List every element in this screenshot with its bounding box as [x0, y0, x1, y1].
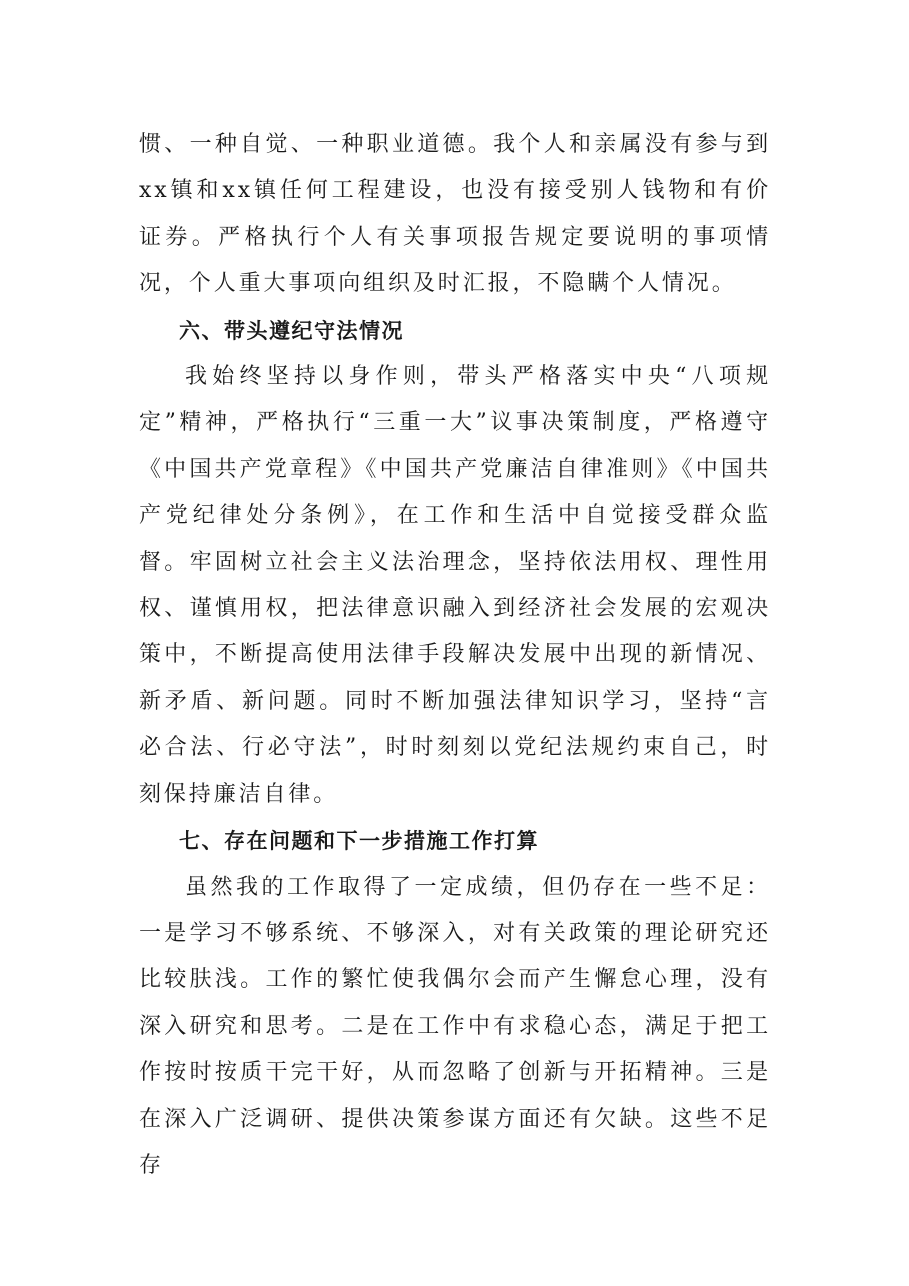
paragraph-problems-and-plans: 虽然我的工作取得了一定成绩，但仍存在一些不足：一是学习不够系统、不够深入，对有关政策的理论研究还比较肤浅。工作的繁忙使我偶尔会而产生懈怠心理，没有深入研究和思考。二是在工作中有求稳心态，满足于把工作按时按质干完干好，从而忽略了创新与开拓精神。三是在深入广泛调研、提供决策参谋方面还有欠缺。这些不足存	[139, 874, 771, 1178]
section-heading-6: 六、带头遵纪守法情况	[179, 318, 404, 343]
paragraph-body-continued: 惯、一种自觉、一种职业道德。我个人和亲属没有参与到xx镇和xx镇任何工程建设，也没有接受别人钱物和有价证券。严格执行个人有关事项报告规定要说明的事项情况，个人重大事项向组织及时汇报，不隐瞒个人情况。	[139, 132, 771, 297]
paragraph-law-compliance: 我始终坚持以身作则，带头严格落实中央“八项规定”精神，严格执行“三重一大”议事决策制度，严格遵守《中国共产党章程》《中国共产党廉洁自律准则》《中国共产党纪律处分条例》，在工作和生活中自觉接受群众监督。牢固树立社会主义法治理念，坚持依法用权、理性用权、谨慎用权，把法律意识融入到经济社会发展的宏观决策中，不断提高使用法律手段解决发展中出现的新情况、新矛盾、新问题。同时不断加强法律知识学习，坚持“言必合法、行必守法”，时时刻刻以党纪法规约束自己，时刻保持廉洁自律。	[139, 364, 771, 807]
section-heading-7: 七、存在问题和下一步措施工作打算	[179, 829, 539, 854]
document-body	[139, 122, 771, 1189]
